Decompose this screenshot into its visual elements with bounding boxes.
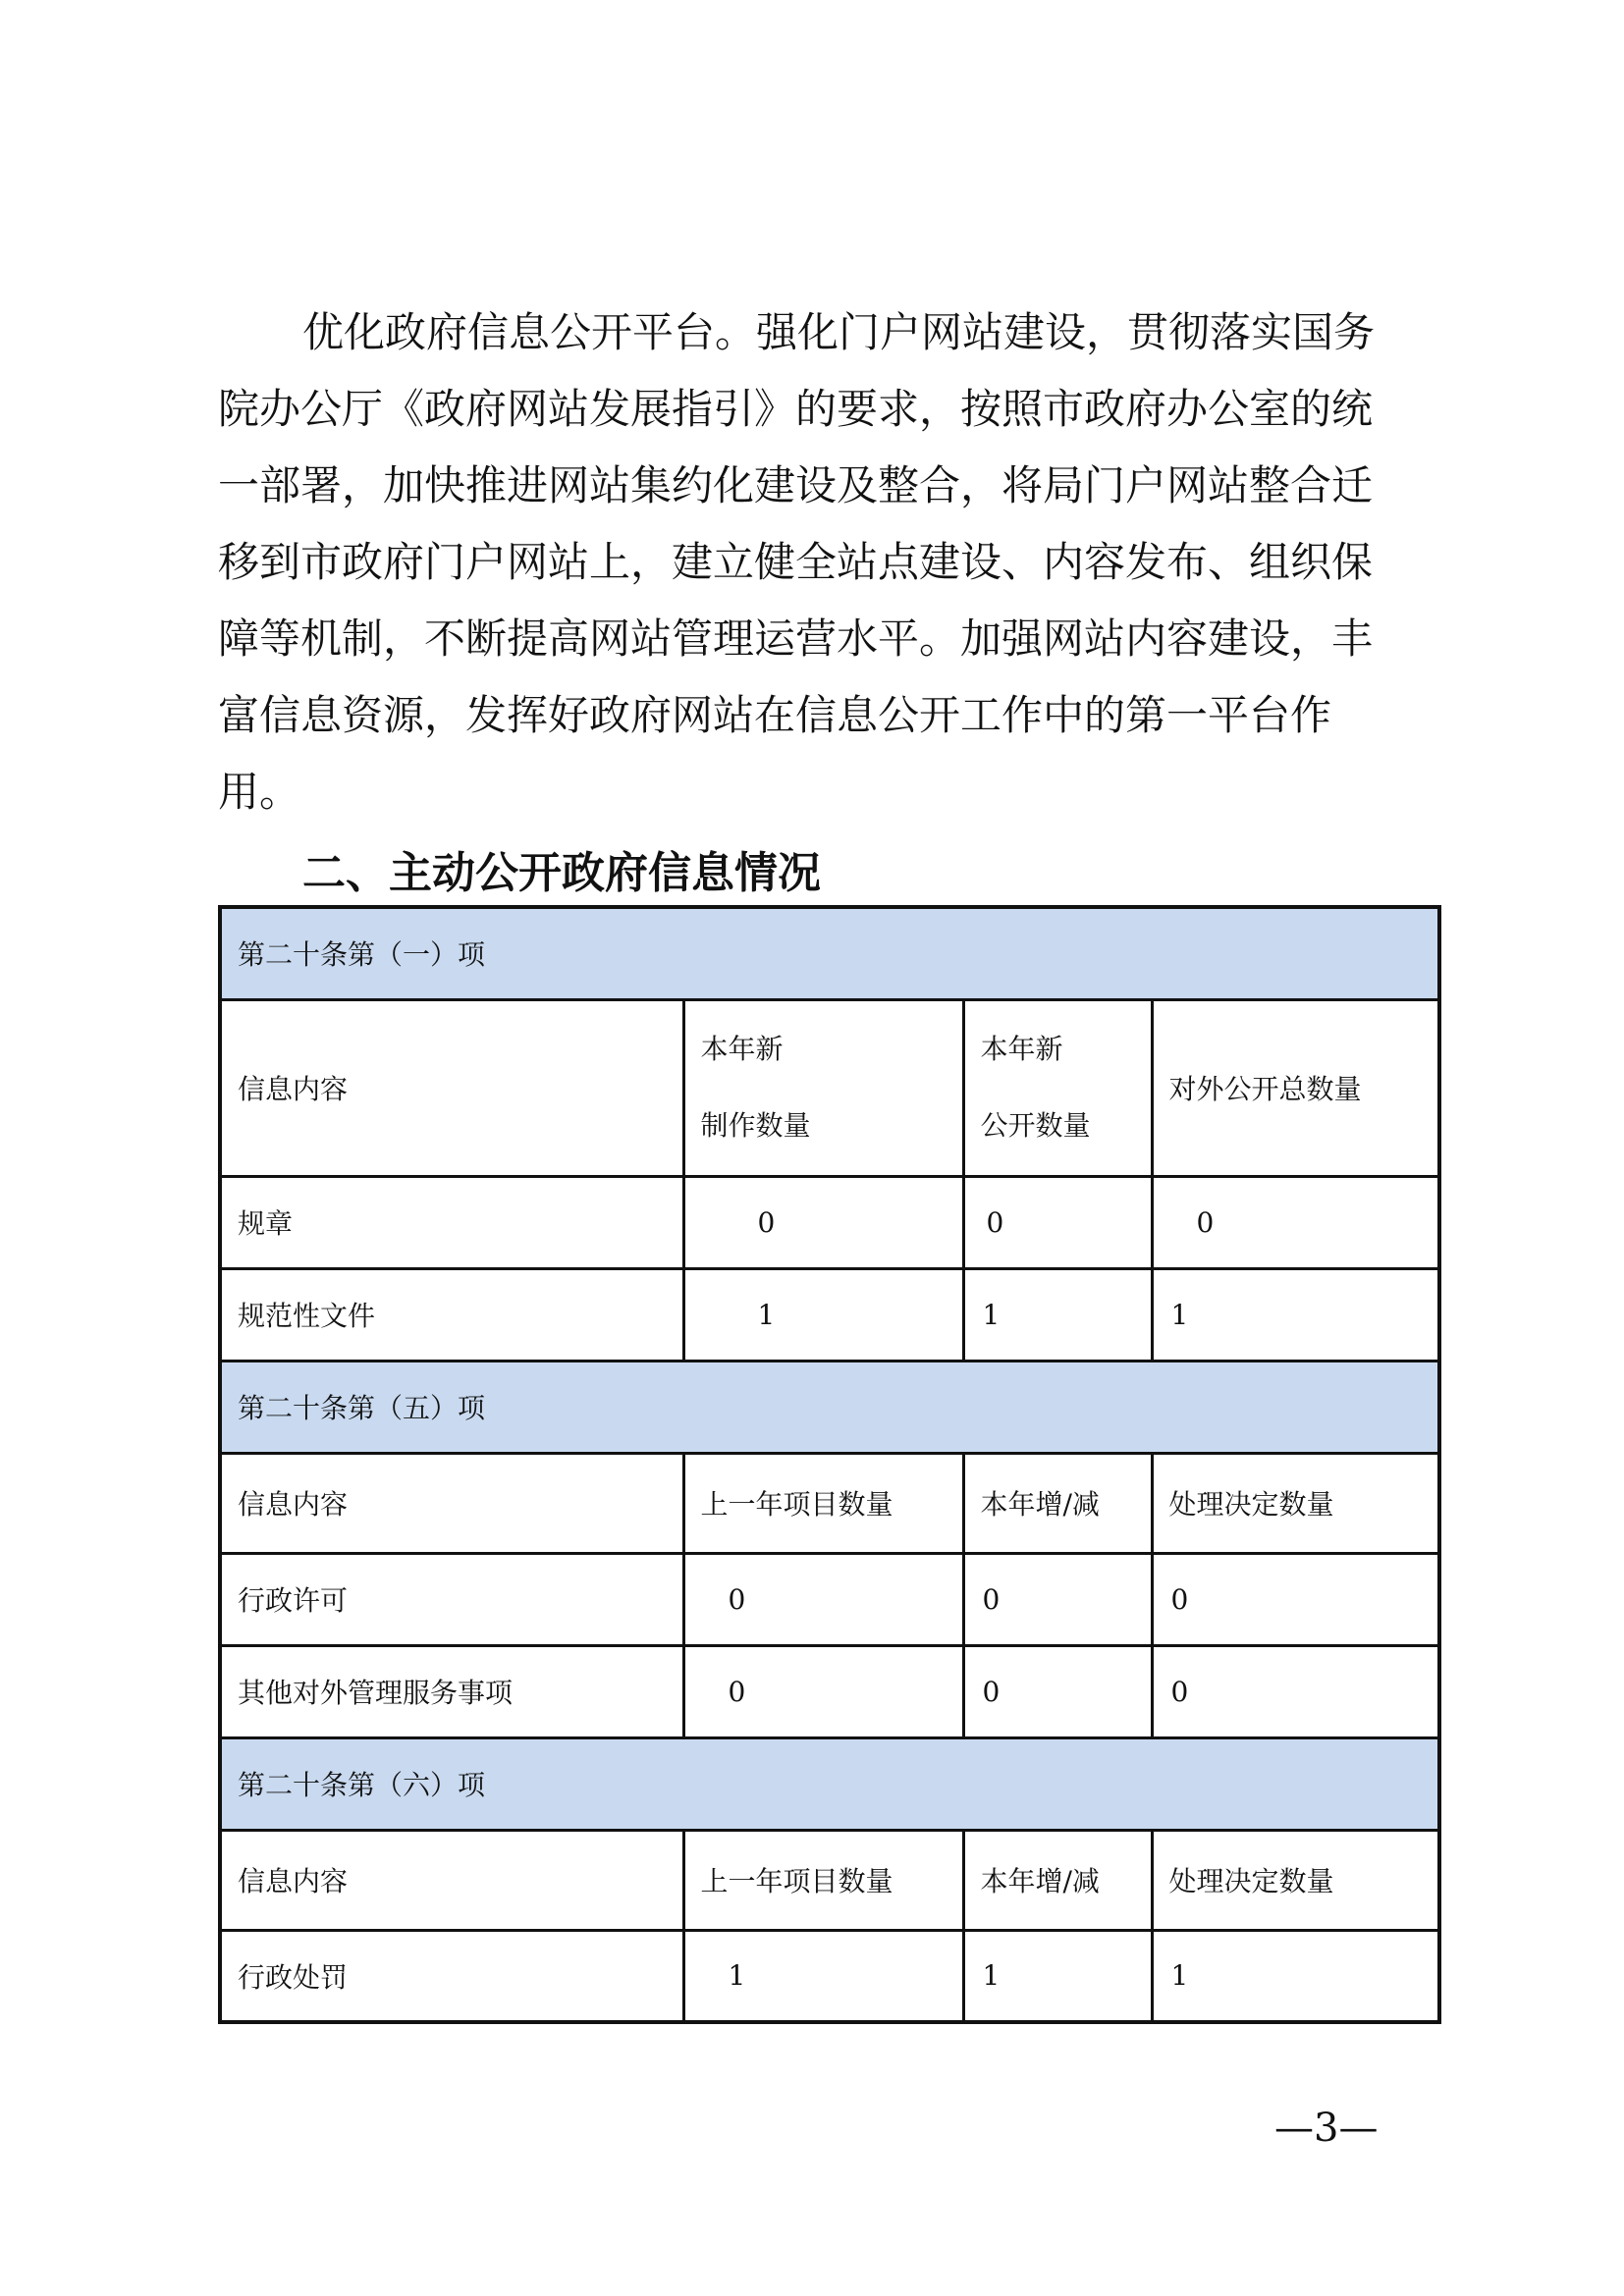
header-cell-line: 制作数量 [700,1109,811,1142]
row-label-cell: 规范性文件 [220,1268,683,1361]
body-paragraph [218,294,1435,830]
value-cell: 0 [683,1176,963,1268]
header-cell: 信息内容 [220,999,683,1176]
page-number: —3— [1274,2106,1379,2151]
header-cell: 上一年项目数量 [683,1830,963,1930]
row-label-cell: 行政处罚 [220,1930,683,2022]
value-cell: 0 [1152,1553,1439,1645]
table-row [220,1176,1439,1268]
table-header-row [220,1830,1439,1930]
header-cell: 本年增/减 [963,1830,1152,1930]
header-cell-line: 本年新 [980,1033,1063,1065]
paragraph-line: 富信息资源，发挥好政府网站在信息公开工作中的第一平台作 [218,691,1332,739]
paragraph-line: 院办公厅《政府网站发展指引》的要求，按照市政府办公室的统 [218,385,1374,433]
paragraph-line: 移到市政府门户网站上，建立健全站点建设、内容发布、组织保 [218,538,1374,586]
header-cell-line: 公开数量 [980,1109,1091,1142]
value-cell: 1 [1152,1268,1439,1361]
value-cell: 1 [683,1930,963,2022]
row-label-cell: 行政许可 [220,1553,683,1645]
value-cell: 1 [1152,1930,1439,2022]
section-title-cell: 第二十条第（六）项 [220,1737,1439,1830]
value-cell: 0 [683,1553,963,1645]
header-cell: 信息内容 [220,1830,683,1930]
value-cell: 0 [683,1645,963,1737]
table-row [220,1553,1439,1645]
table-header-row [220,1453,1439,1553]
header-cell: 处理决定数量 [1152,1830,1439,1930]
header-cell: 上一年项目数量 [683,1453,963,1553]
section-heading: 二、主动公开政府信息情况 [302,848,821,898]
row-label-cell: 其他对外管理服务事项 [220,1645,683,1737]
section-title-cell: 第二十条第（五）项 [220,1361,1439,1453]
header-cell: 处理决定数量 [1152,1453,1439,1553]
table-row [220,1268,1439,1361]
value-cell: 0 [1152,1176,1439,1268]
value-cell: 0 [963,1553,1152,1645]
value-cell: 1 [963,1268,1152,1361]
paragraph-line: 障等机制，不断提高网站管理运营水平。加强网站内容建设，丰 [218,614,1374,663]
header-cell: 本年增/减 [963,1453,1152,1553]
row-label-cell: 规章 [220,1176,683,1268]
section-title-row [220,907,1439,999]
header-cell: 对外公开总数量 [1152,999,1439,1176]
value-cell: 0 [963,1176,1152,1268]
disclosure-table [218,905,1441,2024]
section-title-row [220,1361,1439,1453]
paragraph-line: 优化政府信息公开平台。强化门户网站建设，贯彻落实国务 [302,308,1376,356]
table-row [220,1930,1439,2022]
section-title-cell: 第二十条第（一）项 [220,907,1439,999]
header-cell-line: 本年新 [700,1033,784,1065]
paragraph-line: 一部署，加快推进网站集约化建设及整合，将局门户网站整合迁 [218,461,1374,509]
value-cell: 0 [1152,1645,1439,1737]
value-cell: 1 [683,1268,963,1361]
header-cell [683,999,963,1176]
value-cell: 0 [963,1645,1152,1737]
header-cell [963,999,1152,1176]
section-title-row [220,1737,1439,1830]
table-row [220,1645,1439,1737]
paragraph-line: 用。 [218,768,301,816]
header-cell: 信息内容 [220,1453,683,1553]
value-cell: 1 [963,1930,1152,2022]
table-header-row [220,999,1439,1176]
